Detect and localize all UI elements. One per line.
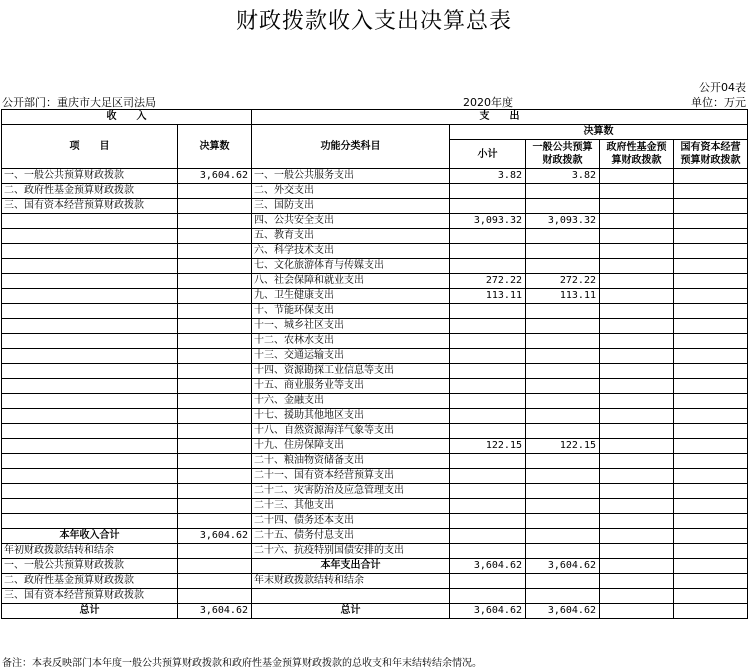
gov-fund-cell <box>600 514 674 529</box>
table-row <box>2 199 748 214</box>
table-row <box>2 604 748 619</box>
table-row <box>2 469 748 484</box>
income-item-cell <box>2 424 178 439</box>
income-item-cell <box>2 244 178 259</box>
expense-item-cell: 三、国防支出 <box>252 199 450 214</box>
income-amount-cell: 3,604.62 <box>178 169 252 184</box>
general-budget-cell <box>526 379 600 394</box>
item-header: 项 目 <box>2 125 178 169</box>
table-row <box>2 559 748 574</box>
table-row <box>2 484 748 499</box>
subtotal-cell: 3,604.62 <box>450 604 526 619</box>
table-row <box>2 514 748 529</box>
general-budget-cell <box>526 454 600 469</box>
expense-item-cell: 十、节能环保支出 <box>252 304 450 319</box>
table-row <box>2 184 748 199</box>
subtotal-cell <box>450 379 526 394</box>
state-capital-header: 国有资本经营预算财政拨款 <box>674 140 748 169</box>
subtotal-cell <box>450 184 526 199</box>
expense-item-cell: 九、卫生健康支出 <box>252 289 450 304</box>
income-item-cell: 三、国有资本经营预算财政拨款 <box>2 199 178 214</box>
gov-fund-cell <box>600 469 674 484</box>
general-budget-cell: 122.15 <box>526 439 600 454</box>
income-item-cell: 一、一般公共预算财政拨款 <box>2 169 178 184</box>
gov-fund-cell <box>600 574 674 589</box>
expense-item-cell: 二十三、其他支出 <box>252 499 450 514</box>
gov-fund-cell <box>600 304 674 319</box>
state-capital-cell <box>674 169 748 184</box>
income-item-cell <box>2 484 178 499</box>
income-item-cell <box>2 304 178 319</box>
form-number: 公开04表 <box>699 81 746 94</box>
expense-item-cell <box>252 589 450 604</box>
subtotal-cell <box>450 394 526 409</box>
meta-row <box>0 94 748 108</box>
expense-item-cell: 十六、金融支出 <box>252 394 450 409</box>
general-budget-cell <box>526 349 600 364</box>
state-capital-cell <box>674 304 748 319</box>
general-budget-cell <box>526 574 600 589</box>
state-capital-cell <box>674 334 748 349</box>
subtotal-cell: 3.82 <box>450 169 526 184</box>
income-amount-cell <box>178 469 252 484</box>
income-amount-cell <box>178 589 252 604</box>
expense-item-cell: 十二、农林水支出 <box>252 334 450 349</box>
expense-item-cell: 二十六、抗疫特别国债安排的支出 <box>252 544 450 559</box>
gov-fund-cell <box>600 424 674 439</box>
income-amount-cell <box>178 214 252 229</box>
subtotal-cell: 3,093.32 <box>450 214 526 229</box>
income-item-cell <box>2 394 178 409</box>
footnote: 备注：本表反映部门本年度一般公共预算财政拨款和政府性基金预算财政拨款的总收支和年末结转结余情况。 <box>2 658 482 669</box>
subtotal-cell: 272.22 <box>450 274 526 289</box>
expense-item-cell: 六、科学技术支出 <box>252 244 450 259</box>
subtotal-cell: 3,604.62 <box>450 559 526 574</box>
income-amount-cell <box>178 514 252 529</box>
table-row <box>2 424 748 439</box>
general-budget-cell <box>526 589 600 604</box>
gov-fund-cell <box>600 439 674 454</box>
subtotal-cell <box>450 244 526 259</box>
income-amount-cell <box>178 229 252 244</box>
income-item-cell <box>2 229 178 244</box>
table-row <box>2 229 748 244</box>
income-amount-cell <box>178 544 252 559</box>
income-item-cell <box>2 334 178 349</box>
subtotal-cell <box>450 409 526 424</box>
state-capital-cell <box>674 514 748 529</box>
income-item-cell: 一、一般公共预算财政拨款 <box>2 559 178 574</box>
subtotal-cell <box>450 199 526 214</box>
table-row <box>2 319 748 334</box>
state-capital-cell <box>674 604 748 619</box>
subtotal-cell <box>450 454 526 469</box>
income-amount-cell <box>178 259 252 274</box>
state-capital-cell <box>674 364 748 379</box>
table-row <box>2 574 748 589</box>
income-item-cell <box>2 274 178 289</box>
general-budget-cell <box>526 184 600 199</box>
state-capital-cell <box>674 409 748 424</box>
expense-item-cell: 十三、交通运输支出 <box>252 349 450 364</box>
income-amount-cell <box>178 424 252 439</box>
gov-fund-cell <box>600 199 674 214</box>
final-amount-header: 决算数 <box>178 125 252 169</box>
income-item-cell <box>2 439 178 454</box>
gov-fund-cell <box>600 334 674 349</box>
gov-fund-cell <box>600 214 674 229</box>
state-capital-cell <box>674 319 748 334</box>
income-item-cell: 年初财政拨款结转和结余 <box>2 544 178 559</box>
income-item-cell <box>2 214 178 229</box>
subtotal-cell <box>450 544 526 559</box>
subtotal-cell <box>450 589 526 604</box>
state-capital-cell <box>674 289 748 304</box>
state-capital-cell <box>674 274 748 289</box>
income-amount-cell <box>178 184 252 199</box>
subtotal-cell <box>450 529 526 544</box>
state-capital-cell <box>674 214 748 229</box>
state-capital-cell <box>674 469 748 484</box>
gov-fund-cell <box>600 484 674 499</box>
state-capital-cell <box>674 439 748 454</box>
general-budget-cell <box>526 364 600 379</box>
table-row <box>2 454 748 469</box>
income-amount-cell <box>178 454 252 469</box>
expense-item-cell: 十四、资源勘探工业信息等支出 <box>252 364 450 379</box>
state-capital-cell <box>674 499 748 514</box>
expense-item-cell: 五、教育支出 <box>252 229 450 244</box>
gov-fund-cell <box>600 289 674 304</box>
general-budget-cell <box>526 409 600 424</box>
general-budget-cell <box>526 319 600 334</box>
state-capital-cell <box>674 589 748 604</box>
expense-item-cell: 年末财政拨款结转和结余 <box>252 574 450 589</box>
expense-item-cell: 二十一、国有资本经营预算支出 <box>252 469 450 484</box>
expense-item-cell: 十五、商业服务业等支出 <box>252 379 450 394</box>
expense-item-cell: 本年支出合计 <box>252 559 450 574</box>
final-amount-header-2: 决算数 <box>450 125 748 140</box>
gov-fund-cell <box>600 349 674 364</box>
expense-item-cell: 二十二、灾害防治及应急管理支出 <box>252 484 450 499</box>
gov-fund-cell <box>600 499 674 514</box>
general-budget-cell <box>526 244 600 259</box>
expense-item-cell: 十一、城乡社区支出 <box>252 319 450 334</box>
general-budget-cell <box>526 544 600 559</box>
gov-fund-cell <box>600 544 674 559</box>
gov-fund-cell <box>600 244 674 259</box>
table-row <box>2 304 748 319</box>
state-capital-cell <box>674 559 748 574</box>
state-capital-cell <box>674 229 748 244</box>
table-row <box>2 289 748 304</box>
income-item-cell <box>2 469 178 484</box>
state-capital-cell <box>674 544 748 559</box>
subtotal-cell <box>450 484 526 499</box>
general-budget-header: 一般公共预算财政拨款 <box>526 140 600 169</box>
gov-fund-cell <box>600 604 674 619</box>
general-budget-cell <box>526 259 600 274</box>
gov-fund-cell <box>600 364 674 379</box>
gov-fund-header: 政府性基金预算财政拨款 <box>600 140 674 169</box>
table-row <box>2 409 748 424</box>
general-budget-cell: 3.82 <box>526 169 600 184</box>
subtotal-cell <box>450 469 526 484</box>
income-amount-cell <box>178 304 252 319</box>
gov-fund-cell <box>600 394 674 409</box>
general-budget-cell <box>526 499 600 514</box>
income-amount-cell <box>178 394 252 409</box>
subtotal-cell <box>450 319 526 334</box>
gov-fund-cell <box>600 274 674 289</box>
gov-fund-cell <box>600 529 674 544</box>
gov-fund-cell <box>600 409 674 424</box>
subtotal-cell: 113.11 <box>450 289 526 304</box>
general-budget-cell <box>526 199 600 214</box>
expense-item-cell: 十七、援助其他地区支出 <box>252 409 450 424</box>
expense-item-cell: 十九、住房保障支出 <box>252 439 450 454</box>
state-capital-cell <box>674 484 748 499</box>
income-amount-cell: 3,604.62 <box>178 529 252 544</box>
income-amount-cell <box>178 319 252 334</box>
income-header: 收 入 <box>2 110 252 125</box>
expense-item-cell: 总计 <box>252 604 450 619</box>
general-budget-cell <box>526 529 600 544</box>
income-amount-cell <box>178 199 252 214</box>
income-item-cell <box>2 454 178 469</box>
income-item-cell <box>2 379 178 394</box>
general-budget-cell <box>526 514 600 529</box>
income-item-cell <box>2 499 178 514</box>
general-budget-cell: 3,604.62 <box>526 559 600 574</box>
gov-fund-cell <box>600 184 674 199</box>
page-title: 财政拨款收入支出决算总表 <box>235 9 512 34</box>
general-budget-cell <box>526 394 600 409</box>
income-item-cell <box>2 514 178 529</box>
gov-fund-cell <box>600 589 674 604</box>
income-amount-cell <box>178 439 252 454</box>
gov-fund-cell <box>600 259 674 274</box>
income-amount-cell <box>178 379 252 394</box>
general-budget-cell: 272.22 <box>526 274 600 289</box>
general-budget-cell <box>526 484 600 499</box>
state-capital-cell <box>674 199 748 214</box>
table-row <box>2 274 748 289</box>
income-amount-cell <box>178 274 252 289</box>
income-amount-cell <box>178 499 252 514</box>
expense-item-cell: 七、文化旅游体育与传媒支出 <box>252 259 450 274</box>
income-amount-cell <box>178 559 252 574</box>
income-amount-cell <box>178 334 252 349</box>
income-amount-cell <box>178 349 252 364</box>
expense-item-cell: 二、外交支出 <box>252 184 450 199</box>
expense-item-cell: 一、一般公共服务支出 <box>252 169 450 184</box>
state-capital-cell <box>674 454 748 469</box>
gov-fund-cell <box>600 229 674 244</box>
fiscal-year: 2020年度 <box>463 96 513 109</box>
state-capital-cell <box>674 259 748 274</box>
gov-fund-cell <box>600 319 674 334</box>
general-budget-cell: 113.11 <box>526 289 600 304</box>
table-row <box>2 214 748 229</box>
gov-fund-cell <box>600 454 674 469</box>
subtotal-cell <box>450 304 526 319</box>
subtotal-cell: 122.15 <box>450 439 526 454</box>
gov-fund-cell <box>600 379 674 394</box>
expense-item-cell: 四、公共安全支出 <box>252 214 450 229</box>
func-class-header: 功能分类科目 <box>252 125 450 169</box>
income-amount-cell <box>178 244 252 259</box>
subtotal-cell <box>450 259 526 274</box>
income-item-cell: 总计 <box>2 604 178 619</box>
income-amount-cell <box>178 289 252 304</box>
income-item-cell <box>2 259 178 274</box>
income-item-cell <box>2 409 178 424</box>
table-row <box>2 349 748 364</box>
expense-item-cell: 十八、自然资源海洋气象等支出 <box>252 424 450 439</box>
subtotal-cell <box>450 514 526 529</box>
income-item-cell: 三、国有资本经营预算财政拨款 <box>2 589 178 604</box>
gov-fund-cell <box>600 169 674 184</box>
table-row <box>2 379 748 394</box>
state-capital-cell <box>674 424 748 439</box>
state-capital-cell <box>674 244 748 259</box>
table-row <box>2 334 748 349</box>
table-row <box>2 544 748 559</box>
income-amount-cell <box>178 484 252 499</box>
table-row <box>2 499 748 514</box>
department-label: 公开部门：重庆市大足区司法局 <box>2 96 156 109</box>
general-budget-cell: 3,093.32 <box>526 214 600 229</box>
subtotal-cell <box>450 424 526 439</box>
subtotal-cell <box>450 499 526 514</box>
general-budget-cell <box>526 469 600 484</box>
income-amount-cell <box>178 574 252 589</box>
income-item-cell: 二、政府性基金预算财政拨款 <box>2 574 178 589</box>
general-budget-cell <box>526 304 600 319</box>
expense-item-cell: 二十五、债务付息支出 <box>252 529 450 544</box>
general-budget-cell <box>526 334 600 349</box>
subtotal-cell <box>450 229 526 244</box>
income-amount-cell <box>178 364 252 379</box>
unit-label: 单位：万元 <box>691 96 746 109</box>
table-row <box>2 439 748 454</box>
income-item-cell: 本年收入合计 <box>2 529 178 544</box>
table-row <box>2 589 748 604</box>
expense-item-cell: 八、社会保障和就业支出 <box>252 274 450 289</box>
general-budget-cell: 3,604.62 <box>526 604 600 619</box>
income-item-cell <box>2 364 178 379</box>
state-capital-cell <box>674 574 748 589</box>
income-item-cell <box>2 349 178 364</box>
expense-item-cell: 二十四、债务还本支出 <box>252 514 450 529</box>
general-budget-cell <box>526 229 600 244</box>
expense-header: 支 出 <box>252 110 748 125</box>
table-body <box>2 169 748 619</box>
income-amount-cell <box>178 409 252 424</box>
state-capital-cell <box>674 394 748 409</box>
table-row <box>2 529 748 544</box>
general-budget-cell <box>526 424 600 439</box>
table-row <box>2 364 748 379</box>
state-capital-cell <box>674 184 748 199</box>
subtotal-header: 小计 <box>450 140 526 169</box>
expense-item-cell: 二十、粮油物资储备支出 <box>252 454 450 469</box>
subtotal-cell <box>450 334 526 349</box>
gov-fund-cell <box>600 559 674 574</box>
state-capital-cell <box>674 349 748 364</box>
table-row <box>2 259 748 274</box>
income-item-cell <box>2 289 178 304</box>
state-capital-cell <box>674 379 748 394</box>
income-amount-cell: 3,604.62 <box>178 604 252 619</box>
income-item-cell: 二、政府性基金预算财政拨款 <box>2 184 178 199</box>
table-row <box>2 244 748 259</box>
subtotal-cell <box>450 349 526 364</box>
subtotal-cell <box>450 574 526 589</box>
income-item-cell <box>2 319 178 334</box>
budget-table <box>1 109 748 619</box>
subtotal-cell <box>450 364 526 379</box>
state-capital-cell <box>674 529 748 544</box>
table-row <box>2 169 748 184</box>
table-row <box>2 394 748 409</box>
